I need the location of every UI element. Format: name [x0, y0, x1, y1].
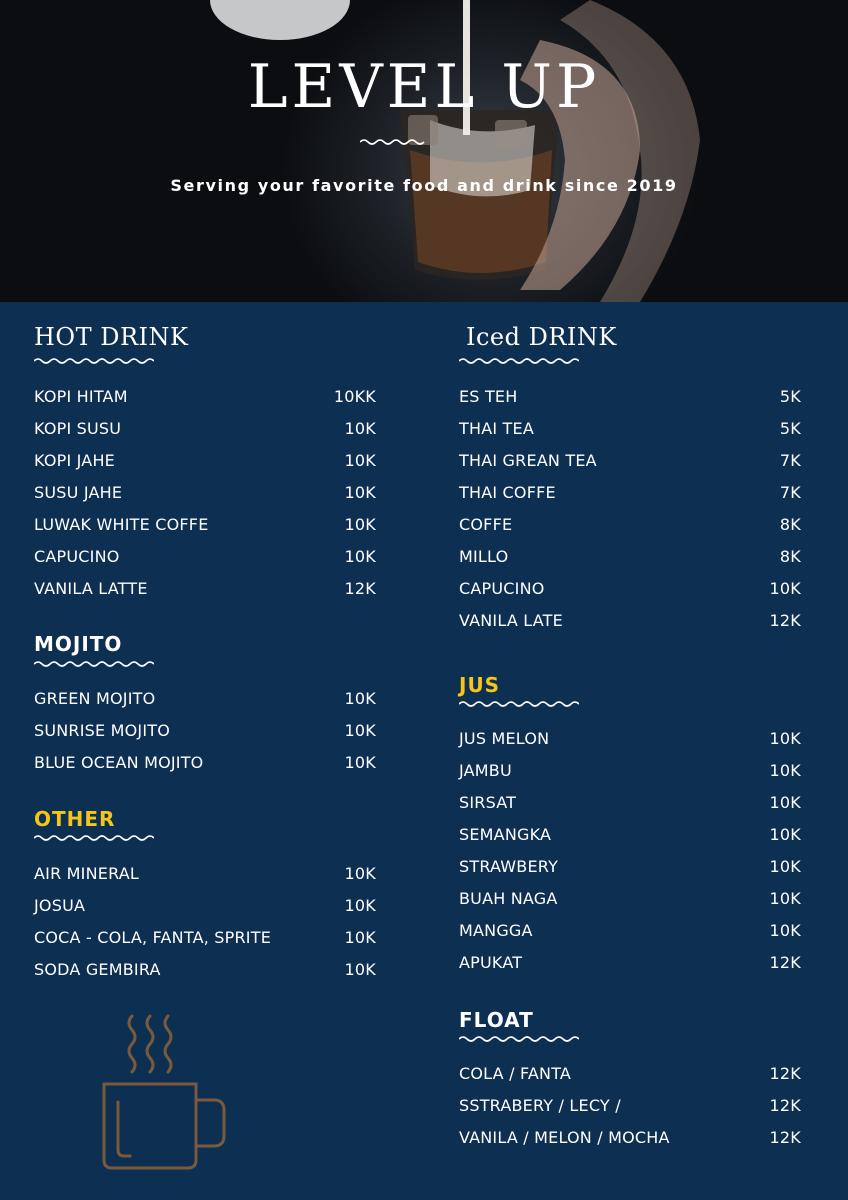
menu-item	[34, 412, 376, 444]
menu-item	[459, 850, 801, 882]
item-price: 8K	[779, 546, 801, 566]
item-price: 12K	[344, 578, 376, 598]
item-name: MANGGA	[459, 920, 533, 940]
item-price: 10K	[769, 728, 801, 748]
wave-divider	[459, 699, 579, 709]
item-price: 10KK	[333, 386, 376, 406]
item-price: 7K	[779, 482, 801, 502]
wave-divider	[459, 356, 579, 366]
menu-item	[34, 746, 376, 778]
item-name: SUNRISE MOJITO	[34, 720, 171, 740]
menu-item	[459, 380, 801, 412]
item-name: BLUE OCEAN MOJITO	[34, 752, 204, 772]
item-price: 7K	[779, 450, 801, 470]
menu-item	[34, 476, 376, 508]
item-price: 10K	[769, 888, 801, 908]
item-price: 10K	[344, 514, 376, 534]
item-name: AIR MINERAL	[34, 863, 139, 883]
menu-list-jus	[459, 722, 801, 978]
wave-divider	[360, 137, 426, 147]
menu-item	[459, 444, 801, 476]
item-name: KOPI SUSU	[34, 418, 122, 438]
item-name: SODA GEMBIRA	[34, 959, 161, 979]
item-price: 10K	[769, 824, 801, 844]
item-price: 12K	[769, 1127, 801, 1147]
menu-list-mojito	[34, 682, 376, 778]
item-price: 10K	[344, 482, 376, 502]
menu-item	[459, 914, 801, 946]
menu-item	[34, 380, 376, 412]
menu-item	[459, 604, 801, 636]
item-name: SEMANGKA	[459, 824, 552, 844]
menu-list-other	[34, 857, 376, 985]
item-price: 10K	[344, 927, 376, 947]
item-price: 10K	[344, 959, 376, 979]
item-name: SSTRABERY / LECY /	[459, 1095, 621, 1115]
item-price: 12K	[769, 610, 801, 630]
menu-item	[459, 946, 801, 978]
item-price: 12K	[769, 952, 801, 972]
item-price: 12K	[769, 1095, 801, 1115]
menu-item	[34, 572, 376, 604]
item-price: 10K	[344, 752, 376, 772]
item-name: KOPI JAHE	[34, 450, 115, 470]
item-name: JUS MELON	[459, 728, 550, 748]
item-name: COLA / FANTA	[459, 1063, 572, 1083]
item-price: 5K	[779, 386, 801, 406]
item-name: THAI GREAN TEA	[459, 450, 597, 470]
item-price: 10K	[344, 720, 376, 740]
item-name: MILLO	[459, 546, 509, 566]
item-name: JAMBU	[459, 760, 512, 780]
item-price: 10K	[769, 578, 801, 598]
section-heading-iced-drink: Iced DRINK	[466, 323, 617, 351]
menu-list-iced-drink	[459, 380, 801, 636]
item-name: COCA - COLA, FANTA, SPRITE	[34, 927, 272, 947]
item-price: 8K	[779, 514, 801, 534]
menu-item	[459, 786, 801, 818]
page-title: LEVEL UP	[247, 52, 601, 122]
item-name: STRAWBERY	[459, 856, 559, 876]
menu-item	[459, 754, 801, 786]
menu-item	[34, 444, 376, 476]
wave-divider	[34, 659, 154, 669]
item-price: 10K	[769, 856, 801, 876]
item-price: 10K	[344, 688, 376, 708]
menu-item	[34, 540, 376, 572]
item-price: 10K	[769, 920, 801, 940]
menu-item	[459, 722, 801, 754]
item-name: VANILA LATTE	[34, 578, 148, 598]
item-name: SIRSAT	[459, 792, 517, 812]
item-price: 10K	[344, 450, 376, 470]
section-heading-other: OTHER	[34, 807, 116, 831]
item-name: CAPUCINO	[459, 578, 545, 598]
item-price: 10K	[344, 546, 376, 566]
wave-divider	[34, 833, 154, 843]
item-price: 10K	[344, 895, 376, 915]
menu-item	[459, 540, 801, 572]
item-name: GREEN MOJITO	[34, 688, 156, 708]
item-price: 10K	[769, 760, 801, 780]
item-name: SUSU JAHE	[34, 482, 123, 502]
item-name: THAI COFFE	[459, 482, 556, 502]
item-name: VANILA LATE	[459, 610, 563, 630]
item-price: 10K	[344, 863, 376, 883]
menu-item	[459, 412, 801, 444]
menu-item	[459, 1057, 801, 1089]
menu-item	[459, 1089, 801, 1121]
wave-divider	[459, 1034, 579, 1044]
item-name: JOSUA	[34, 895, 86, 915]
menu-item	[459, 818, 801, 850]
item-name: THAI TEA	[459, 418, 534, 438]
item-name: APUKAT	[459, 952, 523, 972]
menu-item	[459, 508, 801, 540]
item-price: 12K	[769, 1063, 801, 1083]
item-name: LUWAK WHITE COFFE	[34, 514, 209, 534]
section-heading-hot-drink: HOT DRINK	[34, 323, 189, 351]
item-name: KOPI HITAM	[34, 386, 128, 406]
menu-list-float	[459, 1057, 801, 1153]
item-price: 10K	[769, 792, 801, 812]
menu-item	[34, 889, 376, 921]
item-name: BUAH NAGA	[459, 888, 558, 908]
item-name: CAPUCINO	[34, 546, 120, 566]
steaming-cup-icon	[100, 1010, 230, 1175]
item-name: VANILA / MELON / MOCHA	[459, 1127, 670, 1147]
section-heading-jus: JUS	[459, 673, 501, 697]
item-name: COFFE	[459, 514, 513, 534]
wave-divider	[34, 356, 154, 366]
menu-item	[34, 857, 376, 889]
item-price: 10K	[344, 418, 376, 438]
item-price: 5K	[779, 418, 801, 438]
milk-pouring-into-iced-coffee-photo	[0, 0, 848, 302]
section-heading-mojito: MOJITO	[34, 632, 123, 656]
menu-item	[459, 572, 801, 604]
item-name: ES TEH	[459, 386, 518, 406]
menu-item	[34, 682, 376, 714]
hero-banner	[0, 0, 848, 302]
menu-list-hot-drink	[34, 380, 376, 604]
menu-item	[459, 476, 801, 508]
tagline: Serving your favorite food and drink since 2019	[170, 176, 678, 195]
menu-item	[34, 921, 376, 953]
menu-item	[459, 882, 801, 914]
menu-item	[34, 953, 376, 985]
menu-item	[34, 508, 376, 540]
menu-item	[459, 1121, 801, 1153]
menu-item	[34, 714, 376, 746]
section-heading-float: FLOAT	[459, 1008, 534, 1032]
